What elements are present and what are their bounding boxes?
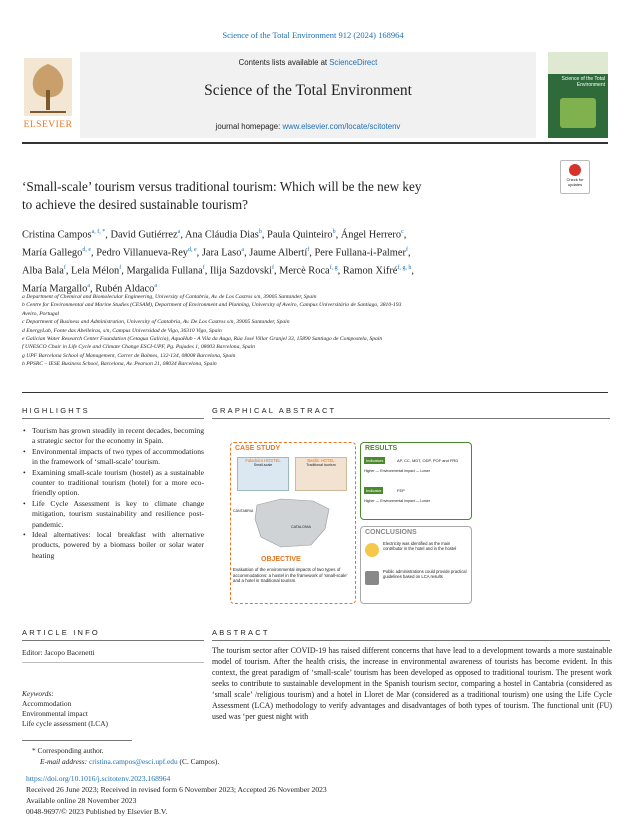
- author-name[interactable]: Ilija Sazdovski: [209, 265, 272, 277]
- author-line: Alba Bala$^f$, Lela Mélon$^f$, Margalida Fullana$^f$, Ilija Sazdovski$^f$, Mercè Roca$^{f, g}$, Ramon Xifré$^{f, g, h}$,: [22, 265, 415, 277]
- article-title: ‘Small-scale’ tourism versus traditional tourism: Which will be the new key to achieve the desired sustainable tourism?: [22, 179, 422, 212]
- author-affiliation-marker[interactable]: f, g, h: [397, 265, 412, 272]
- author-affiliation-marker[interactable]: c: [401, 229, 404, 235]
- author-affiliation-marker[interactable]: a, f, *: [91, 229, 106, 235]
- sciencedirect-link[interactable]: ScienceDirect: [329, 58, 378, 67]
- conclusions-panel: CONCLUSIONS Electricity was identified as the main contributor in the hotel and in the hostel Public administrations could provide practical guidelines based on LCA results: [360, 526, 472, 604]
- spain-map-icon: [251, 495, 335, 551]
- author-name[interactable]: María Margallo: [22, 283, 88, 295]
- contents-line: Contents lists available at ScienceDirect: [238, 58, 378, 67]
- author-line: María Margallo$^a$, Rubén Aldaco$^a$: [22, 283, 158, 295]
- author-name[interactable]: Paula Quinteiro: [267, 229, 333, 241]
- keywords-list: [22, 699, 108, 729]
- update-icon: [569, 164, 581, 176]
- affiliation: b Centre for Environmental and Marine Studies (CESAM), Department of Environment and Planning, University of Aveiro, Campus Universitário de Santiago, 3810-193: [22, 302, 402, 309]
- email-line: E-mail address: cristina.campos@esci.upf.edu (C. Campos).: [40, 757, 220, 766]
- author-name[interactable]: Ángel Herrero: [340, 229, 402, 241]
- homepage-line: journal homepage: www.elsevier.com/locate/scitotenv: [215, 122, 401, 131]
- author-line: María Gallego$^{d, e}$, Pedro Villanueva-Rey$^{d, e}$, Jara Laso$^a$, Jaume Albertí$^f$, Pere Fullana-i-Palmer$^f$,: [22, 247, 411, 259]
- highlight-item: • Examining small-scale tourism (hostel) as a sustainable counter to traditional tourism (hotel) for a more eco-friendly option.: [22, 468, 204, 499]
- author-name[interactable]: Alba Bala: [22, 265, 64, 277]
- author-name[interactable]: Cristina Campos: [22, 229, 92, 241]
- affiliation: a Department of Chemical and Biomolecular Engineering, University of Cantabria, Av. de Los Castros s/n, 39005 Santander, Spain: [22, 294, 317, 300]
- elsevier-logo: [22, 54, 74, 138]
- author-name[interactable]: Jara Laso: [201, 247, 242, 259]
- affiliation: Aveiro, Portugal: [22, 310, 60, 317]
- abstract-text: The tourism sector after COVID-19 has raised different concerns that have lead to a development towards a more sustainable model of tourism. After the health crisis, the increase in environmental awareness of tourists has become evident. In this context, the great paradigm of ‘small-scale’ tourism has been developed as opposed to traditional tourism. The present work seeks to contribute to sustainable development in the Spanish tourism sector, comparing a hostel in Cantabria (considered as ‘small scale’ /religious tourism) and a hotel in Lloret de Mar (considered as a traditional tourism) one using the Life Cycle Assessment (LCA) methodology to verify advantages and disadvantages of both types of tourism. The functional unit (FU) used was ‘per guest night with: [212, 646, 612, 721]
- author-list: [22, 225, 542, 297]
- available-online: Available online 28 November 2023: [26, 796, 137, 805]
- cover-title: Science of the Total Environment: [561, 76, 605, 88]
- graphical-abstract-heading: GRAPHICAL ABSTRACT: [212, 406, 337, 415]
- author-name[interactable]: Margalida Fullana: [126, 265, 203, 277]
- results-panel: RESULTS Indicators AP, CC, MDT, ODP, POF and FRD Higher — Environmental impact — Lower Indicator FEP Higher — Environmental impact — Lower: [360, 442, 472, 520]
- author-affiliation-marker[interactable]: a: [87, 283, 90, 290]
- keyword: Life cycle assessment (LCA): [22, 719, 108, 728]
- journal-reference[interactable]: Science of the Total Environment 912 (2024) 168964: [222, 30, 404, 40]
- author-affiliation-marker[interactable]: a: [177, 229, 181, 235]
- affiliation: h PPSRC – IESE Business School, Barcelona, Av. Pearson 21, 08034 Barcelona, Spain: [22, 361, 217, 368]
- author-affiliation-marker[interactable]: f: [307, 247, 310, 254]
- author-name[interactable]: Ana Cláudia Dias: [184, 229, 259, 241]
- corresponding-author: * Corresponding author.: [32, 746, 104, 755]
- hotel-card: Basilic HOTEL Traditional tourism: [295, 457, 347, 491]
- author-affiliation-marker[interactable]: d, e: [188, 247, 197, 254]
- keyword: Accommodation: [22, 699, 72, 708]
- email-link[interactable]: cristina.campos@esci.upf.edu: [89, 757, 178, 766]
- author-name[interactable]: Pere Fullana-i-Palmer: [314, 247, 406, 259]
- author-name[interactable]: Ramon Xifré: [342, 265, 398, 277]
- journal-cover[interactable]: [548, 52, 608, 138]
- author-name[interactable]: Mercè Roca: [279, 265, 330, 277]
- homepage-link[interactable]: www.elsevier.com/locate/scitotenv: [282, 122, 401, 131]
- highlights-heading: HIGHLIGHTS: [22, 406, 90, 415]
- author-affiliation-marker[interactable]: a: [154, 283, 158, 290]
- affiliation: e Galician Water Research Center Foundation (Cetaqua Galicia), AquaHub - A Vila da Auga, Rúa José Villar Granjel 33, 15890 Santiago de Compostela, Spain: [22, 336, 383, 343]
- check-for-updates-badge[interactable]: Check for updates: [560, 160, 590, 194]
- author-affiliation-marker[interactable]: f: [202, 265, 205, 272]
- author-affiliation-marker[interactable]: b: [258, 229, 262, 235]
- author-affiliation-marker[interactable]: b: [332, 229, 336, 235]
- affiliation: f UNESCO Chair in Life Cycle and Climate Change ESCI-UPF, Pg. Pujades 1, 08003 Barcelona, Spain: [22, 344, 255, 351]
- author-name[interactable]: Lela Mélon: [71, 265, 120, 277]
- author-affiliation-marker[interactable]: a: [241, 247, 245, 254]
- highlight-item: • Tourism has grown steadily in recent decades, becoming a strategic sector for the economy in Spain.: [22, 426, 204, 447]
- author-affiliation-marker[interactable]: d, e: [82, 247, 91, 254]
- hostel-card: Faladoira HOSTEL Small-scale: [237, 457, 289, 491]
- author-line: Cristina Campos$^{a, f, *}$, David Gutiérrez$^a$, Ana Cláudia Dias$^b$, Paula Quinteiro$^b$, Ángel Herrero$^c$,: [22, 229, 407, 241]
- author-affiliation-marker[interactable]: f, g: [329, 265, 338, 272]
- author-name[interactable]: María Gallego: [22, 247, 83, 259]
- elsevier-wordmark: ELSEVIER: [23, 120, 73, 130]
- author-name[interactable]: David Gutiérrez: [110, 229, 178, 241]
- affiliations: [22, 293, 612, 369]
- journal-title: Science of the Total Environment: [204, 82, 412, 99]
- keyword: Environmental impact: [22, 709, 88, 718]
- keywords-label: Keywords:: [22, 689, 54, 698]
- received-dates: Received 26 June 2023; Received in revised form 6 November 2023; Accepted 26 November 2023: [26, 785, 327, 794]
- affiliation: g UPF Barcelona School of Management, Carrer de Balmes, 132-134, 08008 Barcelona, Spain: [22, 352, 236, 359]
- journal-header: [80, 52, 536, 138]
- doi-link[interactable]: https://doi.org/10.1016/j.scitotenv.2023.168964: [26, 774, 171, 783]
- author-affiliation-marker[interactable]: f: [119, 265, 122, 272]
- lightbulb-icon: [365, 543, 379, 557]
- highlight-item: • Ideal alternatives: local breakfast with alternative products, powered by a biomass boiler or solar water heating: [22, 530, 204, 561]
- article-info-heading: ARTICLE INFO: [22, 628, 100, 637]
- author-name[interactable]: Rubén Aldaco: [95, 283, 155, 295]
- abstract-heading: ABSTRACT: [212, 628, 270, 637]
- highlight-item: • Life Cycle Assessment is key to climate change mitigation, tourism sustainability and resilience post-pandemic.: [22, 499, 204, 530]
- author-affiliation-marker[interactable]: f: [63, 265, 66, 272]
- author-name[interactable]: Pedro Villanueva-Rey: [96, 247, 188, 259]
- case-study-panel: CASE STUDY Faladoira HOSTEL Small-scale Basilic HOTEL Traditional tourism CANTABRIA CATALONIA OBJECTIVE Evaluation of the environmental impacts of two types of accommodations: a hostel in the framework of 'small-scale' and a hotel in traditional tourism.: [230, 442, 356, 604]
- highlight-item: • Environmental impacts of two types of accommodations in the framework of ‘small-scale’ tourism.: [22, 447, 204, 468]
- building-icon: [365, 571, 379, 585]
- editor: Editor: Jacopo Bacenetti: [22, 648, 95, 657]
- copyright: 0048-9697/© 2023 Published by Elsevier B.V.: [26, 807, 168, 816]
- author-affiliation-marker[interactable]: f: [405, 247, 408, 254]
- affiliation: d EnergyLab, Fonte das Abelleiras, s/n, Campus Universidad de Vigo, 36310 Vigo, Spain: [22, 327, 222, 334]
- author-affiliation-marker[interactable]: f: [271, 265, 274, 272]
- author-name[interactable]: Jaume Albertí: [249, 247, 308, 259]
- affiliation: c Department of Business and Administration, University of Cantabria, Av. De Los Castros s/n, 39005 Santander, Spain: [22, 319, 290, 326]
- highlights-list: [22, 426, 204, 561]
